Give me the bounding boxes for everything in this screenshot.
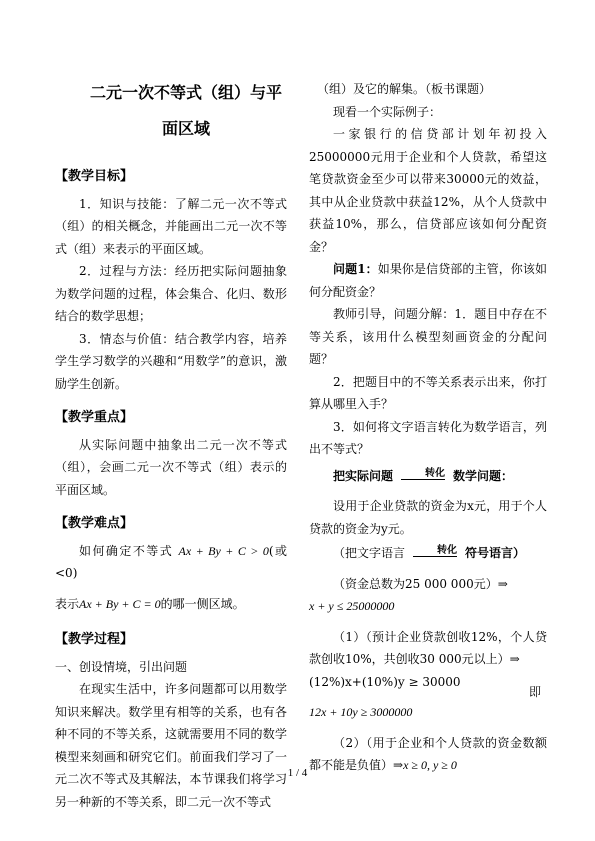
condition-1-ji: 即 [528, 684, 541, 699]
title-line-2: 面区域 [161, 119, 210, 138]
key-heading: 【教学重点】 [55, 410, 134, 425]
goals-heading: 【教学目标】 [55, 169, 134, 184]
key-text: 从实际问题中抽象出二元一次不等式（组），会画二元一次不等式（组）表示的平面区域。 [55, 437, 287, 497]
difficulty-heading: 【教学难点】 [55, 516, 134, 531]
convert-1-from: 把实际问题 [333, 468, 394, 483]
difficulty-inequality: Ax + By + C > 0 [178, 543, 269, 558]
convert-1-arrow-label: 转化 [401, 469, 445, 480]
convert-2-arrow-label: 转化 [413, 546, 457, 557]
example-intro: 现看一个实际例子： [333, 104, 442, 119]
continuation: （组）及它的解集。（板书课题） [317, 82, 492, 96]
condition-2-math: x ≥ 0, y ≥ 0 [403, 758, 457, 772]
difficulty-suffix: (或<0) [55, 543, 287, 580]
convert-2-from: （把文字语言 [333, 546, 406, 560]
condition-1: （1）（预计企业贷款创收12%，个人贷款创收10%，共创收30 000元以上）⇒ [309, 629, 547, 666]
question-1-label: 问题1： [333, 262, 378, 276]
left-column [55, 78, 287, 813]
difficulty-line2-suffix: 的哪一侧区域。 [160, 596, 245, 611]
convert-line-2 [309, 542, 547, 565]
difficulty-equation: Ax + By + C = 0 [79, 596, 161, 611]
condition-1-inequality [309, 671, 547, 699]
difficulty-prefix: 如何确定不等式 [79, 543, 174, 558]
difficulty-line2-prefix: 表示 [55, 596, 80, 611]
section-1-title: 一、创设情境，引出问题 [55, 659, 188, 674]
question-1-text: 如果你是信贷部的主管，你该如何分配资金？ [309, 262, 547, 299]
intro-paragraph: 在现实生活中，许多问题都可以用数学知识来解决。数学里有相等的关系，也有各种不同的不等关系，这就需要用不同的数学模型来刻画和研究它们。前面我们学习了一元二次不等式及其解法，本节课我们将学习另一种新的不等关系，即二元一次不等式 [55, 682, 287, 809]
difficulty-line-2 [55, 593, 287, 616]
example-text: 一家银行的信贷部计划年初投入25000000元用于企业和个人贷款，希望这笔贷款资金至少可以带来30000元的效益，其中从企业贷款中获益12%，从个人贷款中获益10%，那么，信贷部应该如何分配资金？ [309, 127, 547, 254]
condition-1-simplified-math: 12x + 10y ≥ 3000000 [309, 705, 413, 719]
process-heading: 【教学过程】 [55, 632, 134, 647]
difficulty-line-1 [55, 540, 287, 585]
condition-1-math: (12%)x+(10%)y ≥ 30000 [309, 674, 461, 689]
goal-1: 1．知识与技能：了解二元一次不等式（组）的相关概念，并能画出二元一次不等式（组）来表示的平面区域。 [55, 196, 287, 256]
convert-2-to: 符号语言） [465, 546, 526, 560]
goal-3: 3．情态与价值：结合教学内容，培养学生学习数学的兴趣和“用数学”的意识，激励学生创新。 [55, 331, 287, 391]
convert-line-1 [309, 465, 547, 488]
convert-1-to: 数学问题： [453, 468, 514, 483]
page-number: 1 / 4 [287, 767, 308, 779]
total-inequality [309, 595, 547, 618]
question-2: 2．把题目中的不等关系表示出来，你打算从哪里入手？ [309, 374, 547, 411]
question-3: 3．如何将文字语言转化为数学语言，列出不等式？ [309, 419, 547, 456]
question-1 [309, 258, 547, 303]
total-condition: （资金总数为25 000 000元）⇒ [333, 576, 508, 591]
title-line-1: 二元一次不等式（组）与平 [89, 83, 282, 102]
total-inequality-math: x + y ≤ 25000000 [309, 599, 395, 613]
assumption: 设用于企业贷款的资金为x元，用于个人贷款的资金为y元。 [309, 499, 547, 536]
right-column [309, 78, 547, 777]
teacher-guide: 教师引导，问题分解：1．题目中存在不等关系，该用什么模型刻画资金的分配问题？ [309, 307, 547, 366]
goal-2: 2．过程与方法：经历把实际问题抽象为数学问题的过程，体会集合、化归、数形结合的数学思想； [55, 264, 287, 323]
document-title [85, 78, 287, 144]
condition-2-text: （2）（用于企业和个人贷款的资金数额都不能是负值）⇒ [309, 735, 547, 772]
condition-1-simplified [309, 701, 547, 724]
